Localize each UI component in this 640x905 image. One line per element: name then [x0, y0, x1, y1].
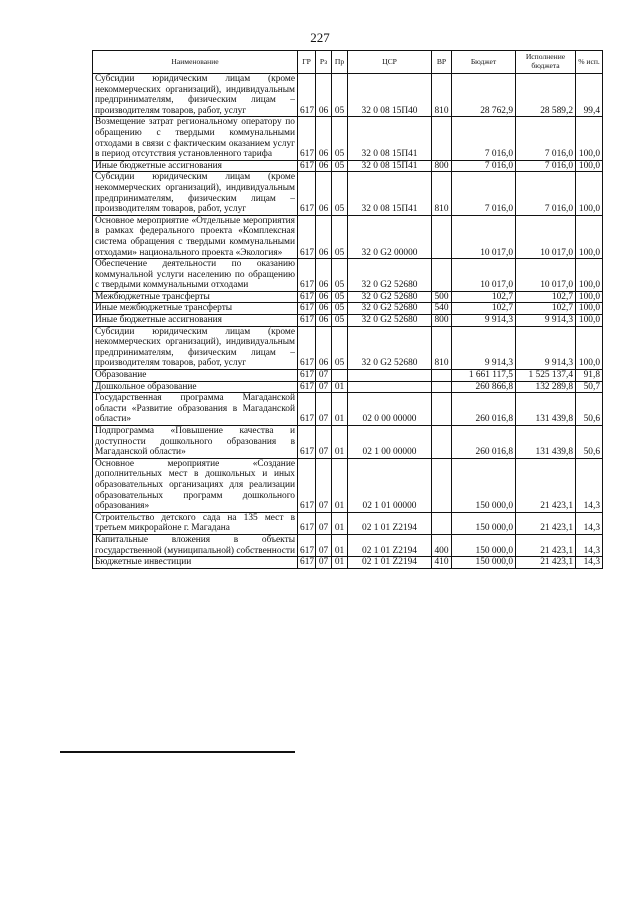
- cell-rz: 07: [316, 393, 332, 426]
- cell-budget: 10 017,0: [452, 259, 516, 292]
- cell-budget: 7 016,0: [452, 117, 516, 160]
- cell-pr: 01: [332, 557, 348, 569]
- table-row: [93, 393, 603, 426]
- cell-vr: [432, 215, 452, 258]
- cell-pr: 01: [332, 381, 348, 393]
- cell-pr: 05: [332, 291, 348, 303]
- cell-name: Субсидии юридическим лицам (кроме некоммерческих организаций), индивидуальным предпринимателям, физическим лицам – производителям товаров, работ, услуг: [93, 326, 298, 369]
- cell-execution: 131 439,8: [516, 426, 576, 459]
- cell-percent: 91,8: [576, 370, 603, 382]
- cell-gr: 617: [298, 160, 316, 172]
- cell-vr: [432, 259, 452, 292]
- cell-name: Межбюджетные трансферты: [93, 291, 298, 303]
- cell-csr: 02 1 01 Z2194: [348, 512, 432, 534]
- cell-csr: [348, 381, 432, 393]
- cell-rz: 06: [316, 315, 332, 327]
- cell-csr: 32 0 G2 52680: [348, 291, 432, 303]
- cell-pr: 05: [332, 172, 348, 215]
- cell-name: Строительство детского сада на 135 мест в третьем микрорайоне г. Магадана: [93, 512, 298, 534]
- page-number: 227: [310, 30, 330, 45]
- table-row: [93, 117, 603, 160]
- cell-budget: 260 866,8: [452, 381, 516, 393]
- cell-name: Подпрограмма «Повышение качества и доступности дошкольного образования в Магаданской области»: [93, 426, 298, 459]
- cell-name: Субсидии юридическим лицам (кроме некоммерческих организаций), индивидуальным предпринимателям, физическим лицам – производителям товаров, работ, услуг: [93, 74, 298, 117]
- cell-name: Капитальные вложения в объекты государственной (муниципальной) собственности: [93, 534, 298, 556]
- cell-rz: 07: [316, 426, 332, 459]
- table-row: [93, 172, 603, 215]
- cell-csr: 02 1 01 Z2194: [348, 534, 432, 556]
- footer-divider: [60, 751, 295, 753]
- cell-pr: 01: [332, 426, 348, 459]
- cell-rz: 06: [316, 215, 332, 258]
- cell-vr: 800: [432, 160, 452, 172]
- cell-vr: [432, 381, 452, 393]
- cell-budget: 150 000,0: [452, 512, 516, 534]
- cell-execution: 9 914,3: [516, 326, 576, 369]
- cell-rz: 07: [316, 534, 332, 556]
- cell-pr: 05: [332, 326, 348, 369]
- cell-budget: 102,7: [452, 291, 516, 303]
- cell-rz: 07: [316, 512, 332, 534]
- cell-execution: 10 017,0: [516, 215, 576, 258]
- cell-vr: [432, 458, 452, 512]
- cell-gr: 617: [298, 557, 316, 569]
- cell-percent: 50,6: [576, 393, 603, 426]
- cell-rz: 06: [316, 74, 332, 117]
- cell-percent: 100,0: [576, 160, 603, 172]
- cell-name: Государственная программа Магаданской области «Развитие образования в Магаданской области»: [93, 393, 298, 426]
- cell-budget: 102,7: [452, 303, 516, 315]
- header-gr: ГР: [298, 51, 316, 74]
- cell-budget: 28 762,9: [452, 74, 516, 117]
- cell-percent: 100,0: [576, 303, 603, 315]
- cell-percent: 100,0: [576, 215, 603, 258]
- cell-budget: 7 016,0: [452, 172, 516, 215]
- cell-percent: 100,0: [576, 315, 603, 327]
- cell-pr: 05: [332, 160, 348, 172]
- cell-execution: 131 439,8: [516, 393, 576, 426]
- cell-budget: 9 914,3: [452, 315, 516, 327]
- table-row: [93, 74, 603, 117]
- cell-gr: 617: [298, 458, 316, 512]
- cell-csr: 32 0 08 15П41: [348, 160, 432, 172]
- cell-percent: 50,6: [576, 426, 603, 459]
- header-csr: ЦСР: [348, 51, 432, 74]
- cell-csr: 32 0 08 15П40: [348, 74, 432, 117]
- cell-budget: 1 661 117,5: [452, 370, 516, 382]
- cell-gr: 617: [298, 315, 316, 327]
- cell-name: Основное мероприятие «Отдельные мероприятия в рамках федерального проекта «Комплексная система обращения с твердыми коммунальными отходами» национального проекта «Экология»: [93, 215, 298, 258]
- cell-vr: 810: [432, 74, 452, 117]
- cell-pr: 01: [332, 534, 348, 556]
- cell-gr: 617: [298, 381, 316, 393]
- cell-csr: 02 0 00 00000: [348, 393, 432, 426]
- cell-pr: 01: [332, 393, 348, 426]
- header-vr: ВР: [432, 51, 452, 74]
- cell-name: Бюджетные инвестиции: [93, 557, 298, 569]
- cell-percent: 14,3: [576, 458, 603, 512]
- cell-execution: 102,7: [516, 291, 576, 303]
- header-execution: Исполнение бюджета: [516, 51, 576, 74]
- header-budget: Бюджет: [452, 51, 516, 74]
- cell-percent: 14,3: [576, 557, 603, 569]
- budget-table: [92, 50, 603, 569]
- cell-csr: 32 0 08 15П41: [348, 172, 432, 215]
- cell-vr: [432, 117, 452, 160]
- cell-percent: 100,0: [576, 259, 603, 292]
- cell-pr: 01: [332, 512, 348, 534]
- cell-rz: 06: [316, 160, 332, 172]
- cell-vr: [432, 393, 452, 426]
- cell-pr: 05: [332, 259, 348, 292]
- cell-percent: 100,0: [576, 326, 603, 369]
- cell-execution: 21 423,1: [516, 534, 576, 556]
- cell-csr: 32 0 G2 52680: [348, 303, 432, 315]
- cell-gr: 617: [298, 215, 316, 258]
- cell-vr: [432, 512, 452, 534]
- cell-budget: 7 016,0: [452, 160, 516, 172]
- cell-rz: 07: [316, 458, 332, 512]
- cell-csr: 32 0 G2 52680: [348, 259, 432, 292]
- cell-rz: 06: [316, 291, 332, 303]
- table-row: [93, 160, 603, 172]
- cell-percent: 100,0: [576, 117, 603, 160]
- table-row: [93, 426, 603, 459]
- cell-csr: 32 0 08 15П41: [348, 117, 432, 160]
- cell-pr: 05: [332, 74, 348, 117]
- cell-budget: 260 016,8: [452, 426, 516, 459]
- cell-budget: 150 000,0: [452, 458, 516, 512]
- cell-pr: 01: [332, 458, 348, 512]
- table-row: [93, 534, 603, 556]
- cell-execution: 9 914,3: [516, 315, 576, 327]
- cell-name: Образование: [93, 370, 298, 382]
- cell-execution: 10 017,0: [516, 259, 576, 292]
- table-body: [93, 74, 603, 569]
- cell-csr: [348, 370, 432, 382]
- cell-vr: 810: [432, 172, 452, 215]
- cell-gr: 617: [298, 291, 316, 303]
- cell-name: Иные бюджетные ассигнования: [93, 160, 298, 172]
- table-row: [93, 512, 603, 534]
- cell-name: Иные межбюджетные трансферты: [93, 303, 298, 315]
- table-row: [93, 315, 603, 327]
- cell-vr: [432, 370, 452, 382]
- cell-rz: 06: [316, 303, 332, 315]
- cell-csr: 32 0 G2 52680: [348, 315, 432, 327]
- cell-pr: [332, 370, 348, 382]
- cell-percent: 99,4: [576, 74, 603, 117]
- cell-gr: 617: [298, 512, 316, 534]
- cell-gr: 617: [298, 426, 316, 459]
- cell-execution: 21 423,1: [516, 458, 576, 512]
- cell-vr: 810: [432, 326, 452, 369]
- cell-percent: 14,3: [576, 512, 603, 534]
- cell-vr: 540: [432, 303, 452, 315]
- cell-vr: [432, 426, 452, 459]
- cell-gr: 617: [298, 117, 316, 160]
- cell-name: Иные бюджетные ассигнования: [93, 315, 298, 327]
- cell-execution: 21 423,1: [516, 557, 576, 569]
- cell-budget: 10 017,0: [452, 215, 516, 258]
- cell-execution: 21 423,1: [516, 512, 576, 534]
- cell-budget: 9 914,3: [452, 326, 516, 369]
- cell-gr: 617: [298, 370, 316, 382]
- cell-percent: 14,3: [576, 534, 603, 556]
- cell-execution: 7 016,0: [516, 117, 576, 160]
- cell-gr: 617: [298, 259, 316, 292]
- cell-name: Дошкольное образование: [93, 381, 298, 393]
- cell-rz: 06: [316, 259, 332, 292]
- cell-name: Основное мероприятие «Создание дополнительных мест в дошкольных и иных образовательных организациях для реализации образовательных программ дошкольного образования»: [93, 458, 298, 512]
- cell-gr: 617: [298, 74, 316, 117]
- cell-rz: 07: [316, 370, 332, 382]
- cell-rz: 07: [316, 557, 332, 569]
- cell-pr: 05: [332, 303, 348, 315]
- cell-percent: 50,7: [576, 381, 603, 393]
- table-header-row: [93, 51, 603, 74]
- cell-budget: 260 016,8: [452, 393, 516, 426]
- cell-csr: 02 1 01 Z2194: [348, 557, 432, 569]
- cell-rz: 06: [316, 117, 332, 160]
- table-row: [93, 381, 603, 393]
- cell-gr: 617: [298, 326, 316, 369]
- cell-execution: 28 589,2: [516, 74, 576, 117]
- cell-name: Обеспечение деятельности по оказанию коммунальной услуги населению по обращению с твердыми коммунальными отходами: [93, 259, 298, 292]
- cell-pr: 05: [332, 315, 348, 327]
- cell-budget: 150 000,0: [452, 534, 516, 556]
- cell-rz: 06: [316, 172, 332, 215]
- header-percent: % исп.: [576, 51, 603, 74]
- cell-execution: 7 016,0: [516, 172, 576, 215]
- cell-gr: 617: [298, 393, 316, 426]
- table-row: [93, 291, 603, 303]
- cell-percent: 100,0: [576, 291, 603, 303]
- header-pr: Пр: [332, 51, 348, 74]
- cell-gr: 617: [298, 303, 316, 315]
- table-row: [93, 458, 603, 512]
- header-name: Наименование: [93, 51, 298, 74]
- cell-execution: 7 016,0: [516, 160, 576, 172]
- cell-gr: 617: [298, 534, 316, 556]
- header-rz: Рз: [316, 51, 332, 74]
- cell-execution: 132 289,8: [516, 381, 576, 393]
- table-row: [93, 370, 603, 382]
- cell-csr: 02 1 01 00000: [348, 458, 432, 512]
- table-row: [93, 259, 603, 292]
- cell-percent: 100,0: [576, 172, 603, 215]
- cell-name: Возмещение затрат региональному оператору по обращению с твердыми коммунальными отходами в связи с фактическим оказанием услуг в период отсутствия установленного тарифа: [93, 117, 298, 160]
- cell-gr: 617: [298, 172, 316, 215]
- cell-execution: 102,7: [516, 303, 576, 315]
- cell-csr: 32 0 G2 00000: [348, 215, 432, 258]
- cell-rz: 07: [316, 381, 332, 393]
- cell-vr: 500: [432, 291, 452, 303]
- cell-pr: 05: [332, 215, 348, 258]
- table-row: [93, 303, 603, 315]
- cell-rz: 06: [316, 326, 332, 369]
- cell-vr: 400: [432, 534, 452, 556]
- table-row: [93, 215, 603, 258]
- cell-name: Субсидии юридическим лицам (кроме некоммерческих организаций), индивидуальным предпринимателям, физическим лицам – производителям товаров, работ, услуг: [93, 172, 298, 215]
- table-row: [93, 557, 603, 569]
- cell-csr: 32 0 G2 52680: [348, 326, 432, 369]
- cell-budget: 150 000,0: [452, 557, 516, 569]
- cell-csr: 02 1 00 00000: [348, 426, 432, 459]
- cell-pr: 05: [332, 117, 348, 160]
- cell-vr: 410: [432, 557, 452, 569]
- cell-vr: 800: [432, 315, 452, 327]
- table-row: [93, 326, 603, 369]
- cell-execution: 1 525 137,4: [516, 370, 576, 382]
